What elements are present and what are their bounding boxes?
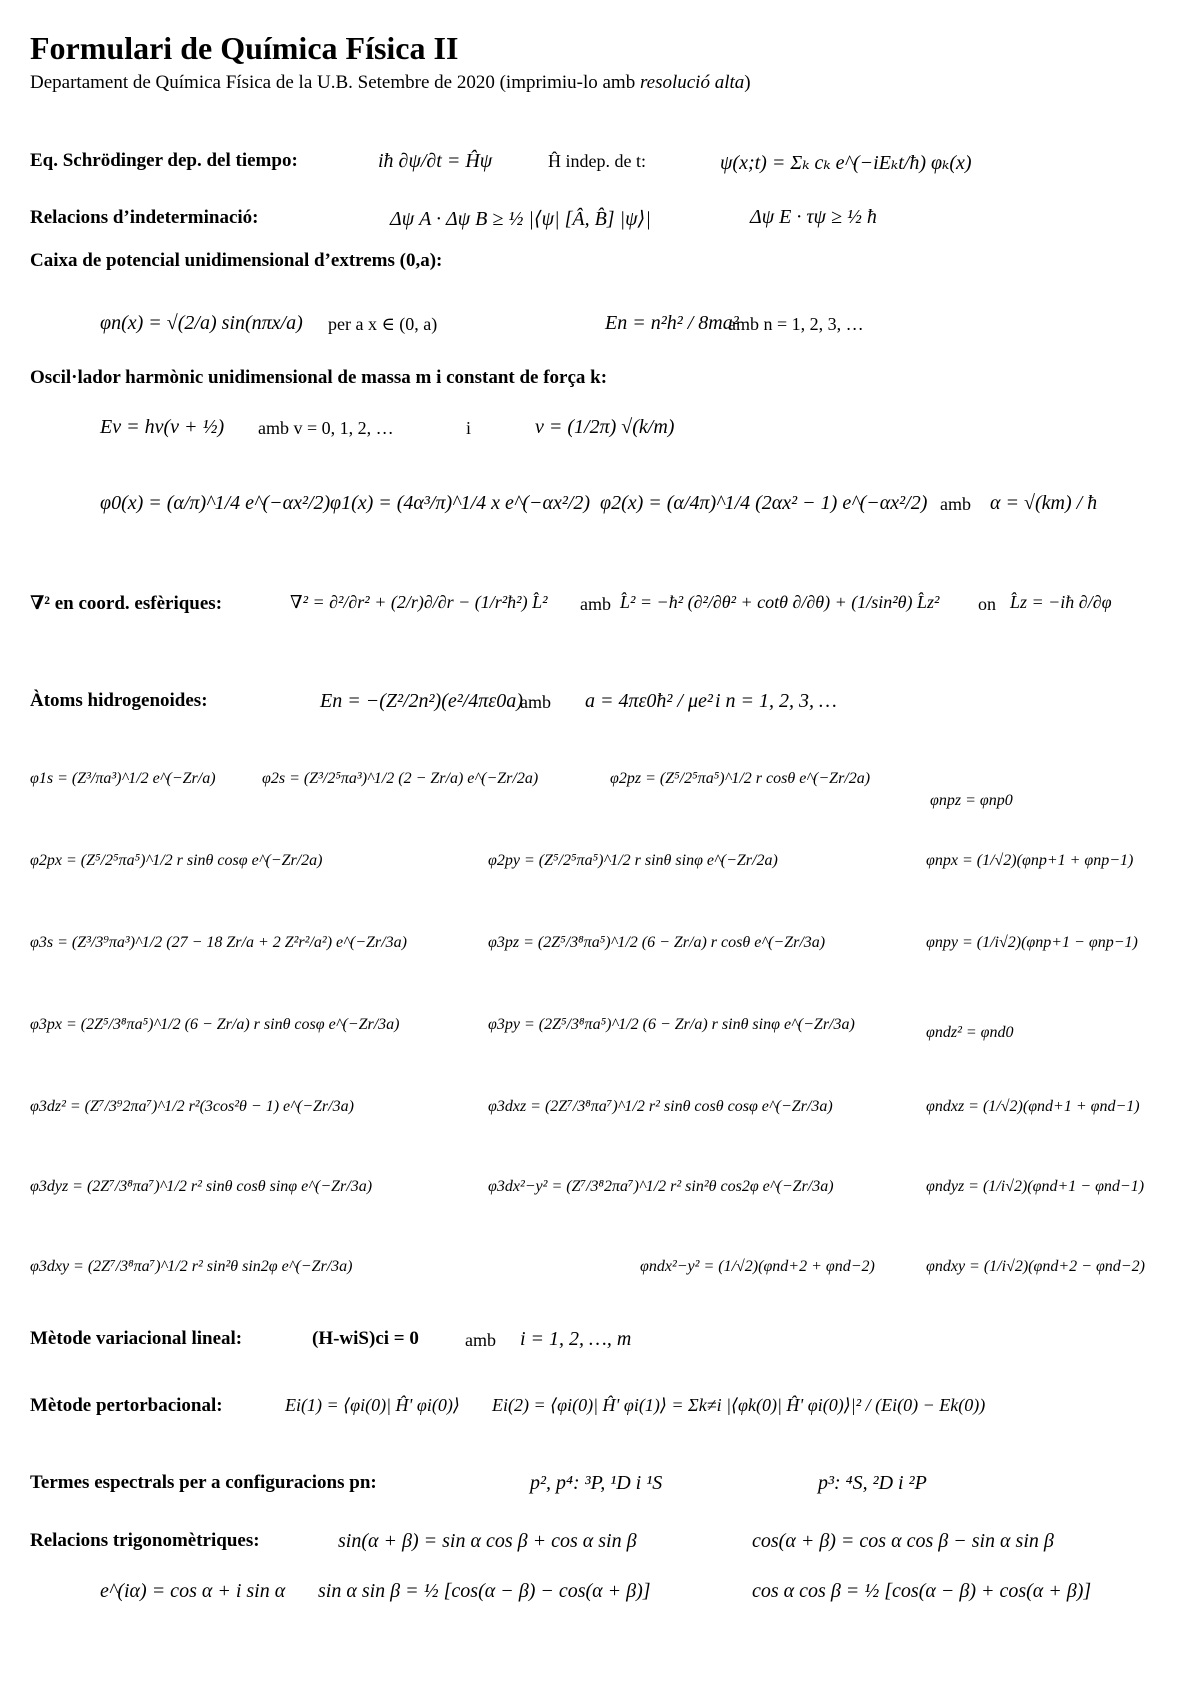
pertorbacional-first-order: Ei(1) = ⟨φi(0)| Ĥ' φi(0)⟩: [285, 1395, 460, 1415]
subtitle-italic: resolució alta: [639, 72, 745, 93]
schrodinger-note: Ĥ indep. de t:: [548, 151, 646, 171]
orbital-3s: φ3s = (Z³/3⁹πa³)^1/2 (27 − 18 Zr/a + 2 Z²r²/a²) e^(−Zr/3a): [30, 934, 407, 951]
variacional-label: Mètode variacional lineal:: [30, 1328, 243, 1349]
orbital-2py: φ2py = (Z⁵/2⁵πa⁵)^1/2 r sinθ sinφ e^(−Zr/2a): [488, 852, 778, 869]
termes-p3: p³: ⁴S, ²D i ²P: [818, 1472, 927, 1494]
variacional-range: i = 1, 2, …, m: [520, 1328, 632, 1350]
termes-label: Termes espectrals per a configuracions pn:: [30, 1472, 377, 1493]
orbital-3dxz: φ3dxz = (2Z⁷/3⁸πa⁷)^1/2 r² sinθ cosθ cosφ e^(−Zr/3a): [488, 1098, 833, 1115]
oscillador-phi0: φ0(x) = (α/π)^1/4 e^(−αx²/2): [100, 492, 331, 514]
variacional-eq: (H-wiS)ci = 0: [312, 1328, 419, 1349]
oscillador-v-note: amb v = 0, 1, 2, …: [258, 418, 394, 438]
termes-p2p4: p², p⁴: ³P, ¹D i ¹S: [530, 1472, 663, 1494]
nabla-on: on: [978, 594, 996, 614]
hidrogen-amb: amb: [520, 692, 551, 712]
orbital-3dyz: φ3dyz = (2Z⁷/3⁸πa⁷)^1/2 r² sinθ cosθ sinφ e^(−Zr/3a): [30, 1178, 373, 1195]
page-title: Formulari de Química Física II: [30, 30, 459, 66]
caixa-energy: En = n²h² / 8ma²: [605, 312, 739, 334]
trig-sin-product: sin α sin β = ½ [cos(α − β) − cos(α + β)]: [318, 1580, 651, 1602]
trig-cos-product: cos α cos β = ½ [cos(α − β) + cos(α + β)]: [752, 1580, 1092, 1602]
hidrogen-energy: En = −(Z²/2n²)(e²/4πε0a): [320, 690, 523, 712]
pertorbacional-second-order: Ei(2) = ⟨φi(0)| Ĥ' φi(1)⟩ = Σk≠i |⟨φk(0)| Ĥ' φi(0)⟩|² / (Ei(0) − Ek(0)): [492, 1395, 986, 1415]
orbital-npz: φnpz = φnp0: [930, 792, 1013, 809]
orbital-1s: φ1s = (Z³/πa³)^1/2 e^(−Zr/a): [30, 770, 216, 787]
orbital-3pz: φ3pz = (2Z⁵/3⁸πa⁵)^1/2 (6 − Zr/a) r cosθ e^(−Zr/3a): [488, 934, 826, 951]
page-subtitle: [30, 72, 751, 94]
indeterminacio-label: Relacions d’indeterminació:: [30, 207, 259, 228]
caixa-label: Caixa de potencial unidimensional d’extrems (0,a):: [30, 250, 443, 271]
oscillador-label: Oscil·lador harmònic unidimensional de massa m i constant de força k:: [30, 367, 608, 388]
energy-time-eq: Δψ E · τψ ≥ ½ ħ: [750, 206, 877, 228]
nabla-amb: amb: [580, 594, 611, 614]
nabla-label: ∇² en coord. esfèriques:: [30, 593, 223, 614]
orbital-ndx2y2: φndx²−y² = (1/√2)(φnd+2 + φnd−2): [640, 1258, 875, 1275]
hidrogen-label: Àtoms hidrogenoides:: [30, 690, 208, 711]
orbital-npy: φnpy = (1/i√2)(φnp+1 − φnp−1): [926, 934, 1138, 951]
variacional-amb: amb: [465, 1330, 496, 1350]
trig-label: Relacions trigonomètriques:: [30, 1530, 260, 1551]
pertorbacional-label: Mètode pertorbacional:: [30, 1395, 223, 1416]
subtitle-close: ): [744, 72, 751, 93]
oscillador-phi1: φ1(x) = (4α³/π)^1/4 x e^(−αx²/2): [330, 492, 591, 514]
orbital-ndxy: φndxy = (1/i√2)(φnd+2 − φnd−2): [926, 1258, 1145, 1275]
oscillador-alpha: α = √(km) / ħ: [990, 492, 1098, 514]
nabla-l2: L̂² = −ħ² (∂²/∂θ² + cotθ ∂/∂θ) + (1/sin²θ) L̂z²: [620, 592, 940, 612]
schrodinger-label: Eq. Schrödinger dep. del tiempo:: [30, 150, 298, 171]
trig-sin-sum: sin(α + β) = sin α cos β + cos α sin β: [338, 1530, 637, 1552]
oscillador-conj: i: [466, 418, 472, 438]
oscillador-phi2: φ2(x) = (α/4π)^1/4 (2αx² − 1) e^(−αx²/2): [600, 492, 928, 514]
orbital-2px: φ2px = (Z⁵/2⁵πa⁵)^1/2 r sinθ cosφ e^(−Zr/2a): [30, 852, 323, 869]
oscillador-energy: Ev = hν(v + ½): [100, 416, 225, 438]
caixa-wavefunction: φn(x) = √(2/a) sin(nπx/a): [100, 312, 303, 334]
orbital-3px: φ3px = (2Z⁵/3⁸πa⁵)^1/2 (6 − Zr/a) r sinθ cosφ e^(−Zr/3a): [30, 1016, 400, 1033]
nabla-lz: L̂z = −iħ ∂/∂φ: [1010, 592, 1112, 612]
trig-cos-sum: cos(α + β) = cos α cos β − sin α sin β: [752, 1530, 1054, 1552]
orbital-ndz2: φndz² = φnd0: [926, 1024, 1014, 1041]
orbital-3dxy: φ3dxy = (2Z⁷/3⁸πa⁷)^1/2 r² sin²θ sin2φ e^(−Zr/3a): [30, 1258, 353, 1275]
caixa-domain-note: per a x ∈ (0, a): [328, 314, 438, 334]
oscillador-frequency: ν = (1/2π) √(k/m): [535, 416, 675, 438]
trig-euler: e^(iα) = cos α + i sin α: [100, 1580, 286, 1602]
orbital-3py: φ3py = (2Z⁵/3⁸πa⁵)^1/2 (6 − Zr/a) r sinθ sinφ e^(−Zr/3a): [488, 1016, 855, 1033]
subtitle-text: Departament de Química Física de la U.B. Setembre de 2020 (imprimiu-lo amb: [30, 72, 640, 93]
orbital-npx: φnpx = (1/√2)(φnp+1 + φnp−1): [926, 852, 1134, 869]
orbital-3dx2y2: φ3dx²−y² = (Z⁷/3⁸2πa⁷)^1/2 r² sin²θ cos2φ e^(−Zr/3a): [488, 1178, 834, 1195]
orbital-ndxz: φndxz = (1/√2)(φnd+1 + φnd−1): [926, 1098, 1140, 1115]
caixa-n-note: amb n = 1, 2, 3, …: [728, 314, 864, 334]
orbital-3dz2: φ3dz² = (Z⁷/3⁹2πa⁷)^1/2 r²(3cos²θ − 1) e^(−Zr/3a): [30, 1098, 354, 1115]
indeterminacio-eq: Δψ A · Δψ B ≥ ½ |⟨ψ| [Â, B̂] |ψ⟩|: [390, 208, 651, 230]
orbital-2pz: φ2pz = (Z⁵/2⁵πa⁵)^1/2 r cosθ e^(−Zr/2a): [610, 770, 871, 787]
nabla-laplacian: ∇² = ∂²/∂r² + (2/r)∂/∂r − (1/r²ħ²) L̂²: [290, 592, 548, 612]
orbital-2s: φ2s = (Z³/2⁵πa³)^1/2 (2 − Zr/a) e^(−Zr/2a): [262, 770, 539, 787]
orbital-ndyz: φndyz = (1/i√2)(φnd+1 − φnd−1): [926, 1178, 1145, 1195]
hidrogen-bohr: a = 4πε0ħ² / μe²: [585, 690, 713, 712]
oscillador-amb: amb: [940, 494, 971, 514]
schrodinger-eq: iħ ∂ψ/∂t = Ĥψ: [378, 150, 493, 172]
hidrogen-n-range: i n = 1, 2, 3, …: [715, 690, 837, 712]
schrodinger-sum-eq: ψ(x;t) = Σₖ cₖ e^(−iEₖt/ħ) φₖ(x): [720, 152, 972, 174]
